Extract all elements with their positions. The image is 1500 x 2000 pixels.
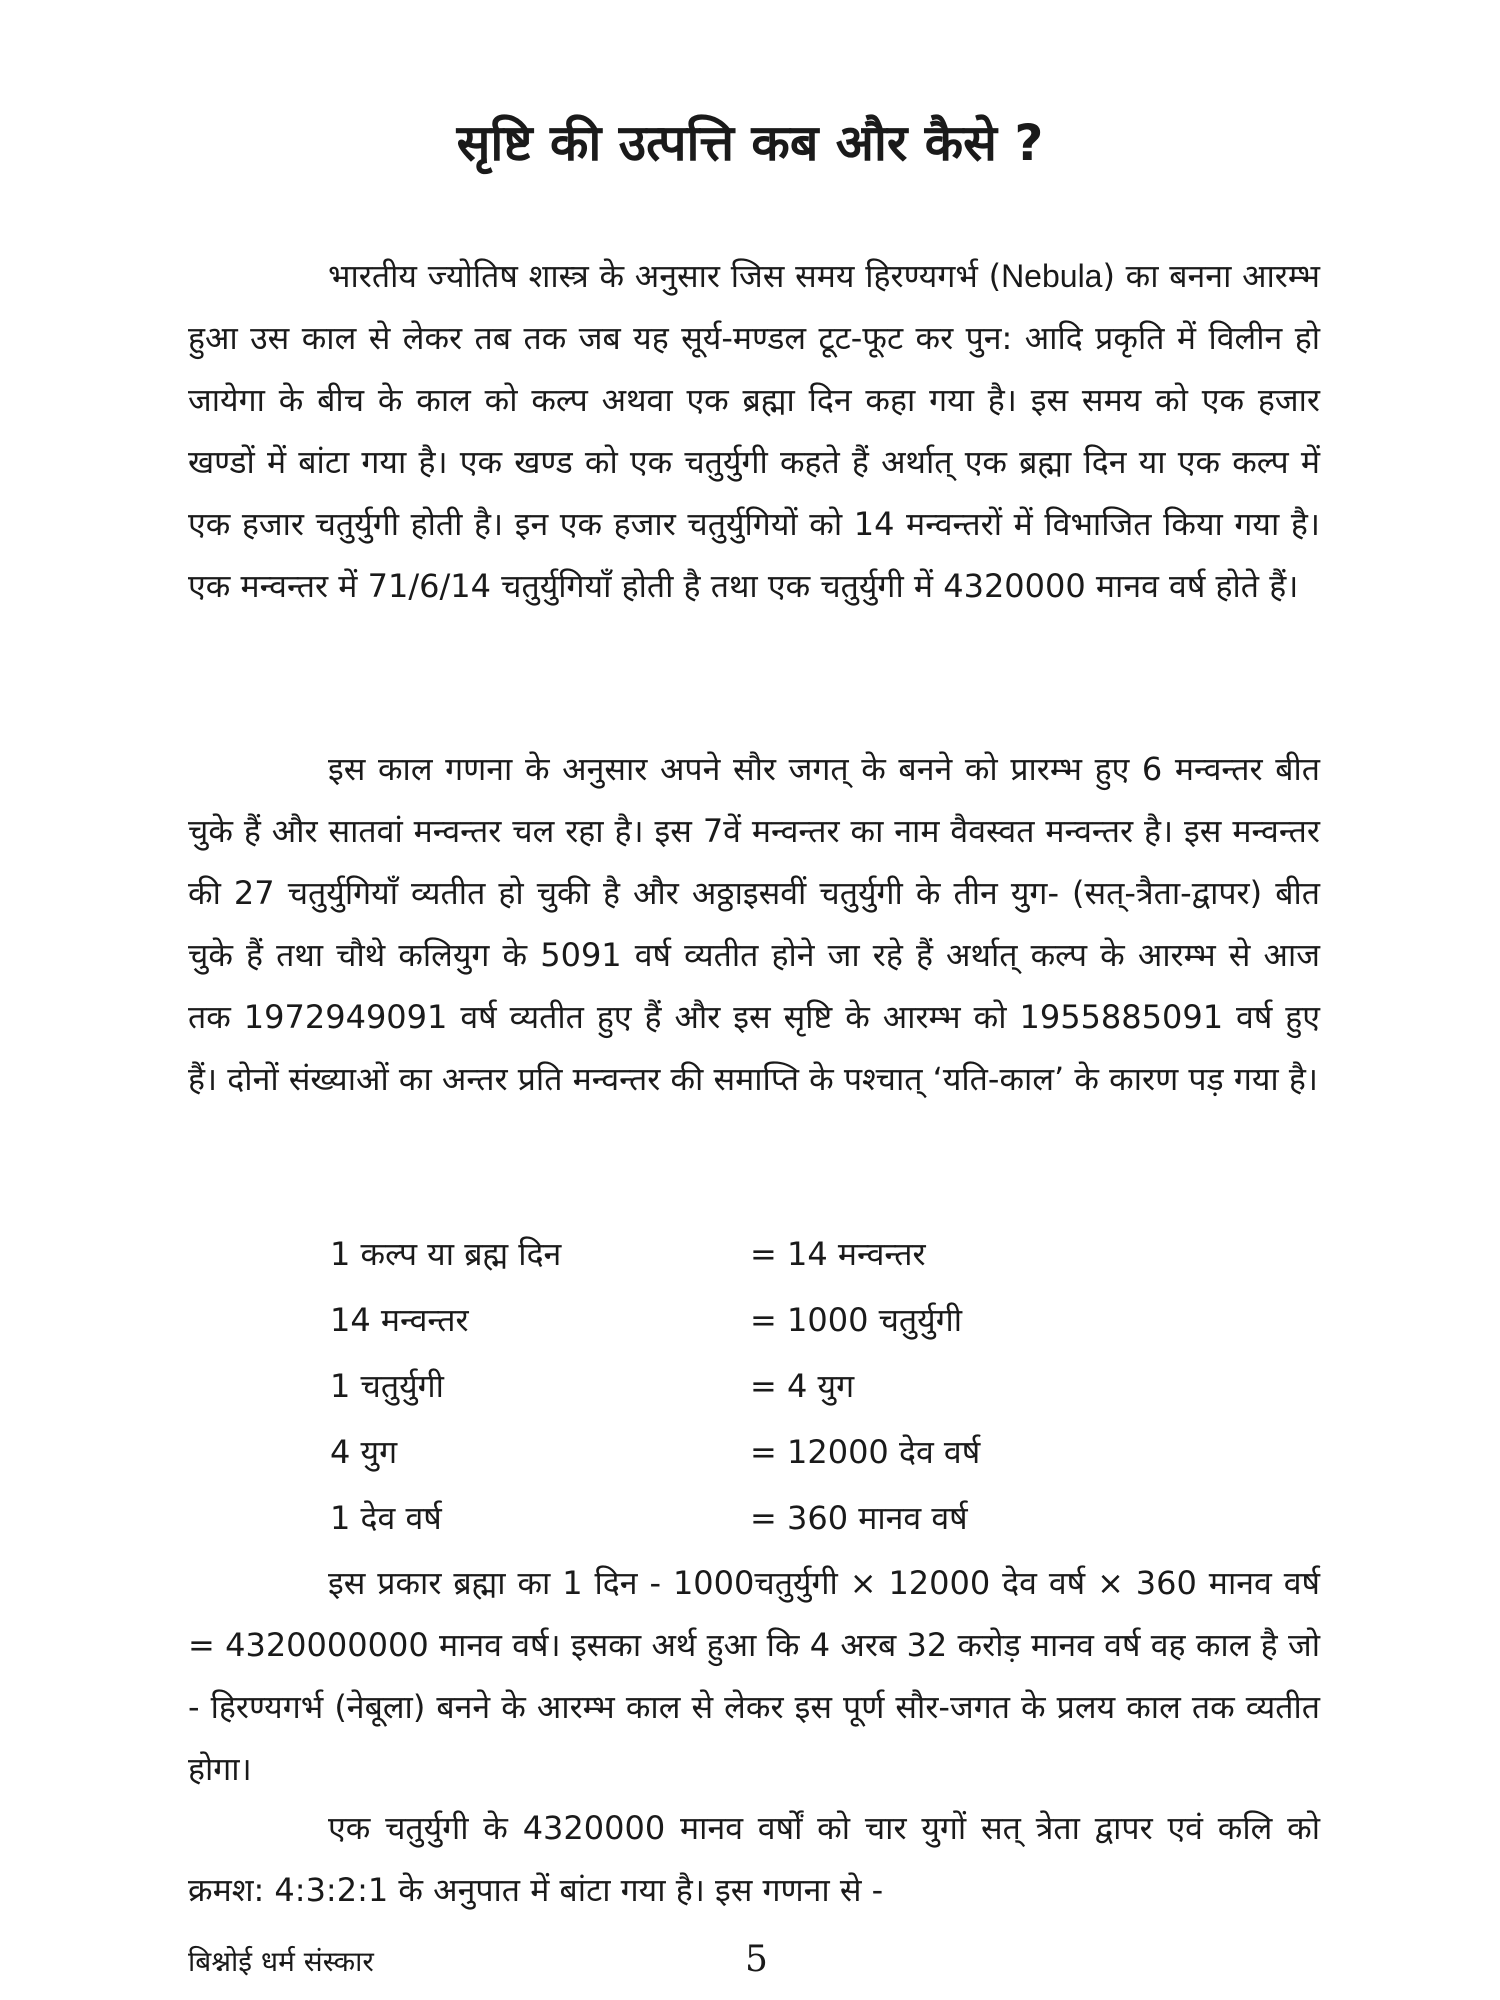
equivalence-table [330, 1220, 1130, 1550]
equivalence-row [330, 1286, 1130, 1352]
equivalence-lhs: 4 युग [330, 1432, 398, 1471]
footer-page-number: 5 [745, 1939, 768, 1980]
equivalence-rhs: = 360 मानव वर्ष [750, 1498, 968, 1537]
page-title: सृष्टि की उत्पत्ति कब और कैसे ? [456, 114, 1044, 172]
equivalence-lhs: 1 कल्प या ब्रह्म दिन [330, 1234, 562, 1273]
equivalence-row [330, 1418, 1130, 1484]
equivalence-lhs: 14 मन्वन्तर [330, 1300, 469, 1339]
paragraph-1-latin-term: Nebula [1001, 258, 1103, 294]
paragraph-1-text-a: भारतीय ज्योतिष शास्त्र के अनुसार जिस समय हिरण्यगर्भ ( [328, 257, 1002, 295]
paragraph-1-text-b: ) का बनना आरम्भ हुआ उस काल से लेकर तब तक जब यह सूर्य-मण्डल टूट-फूट कर पुन: आदि प्रकृति में विलीन हो जायेगा के बीच के काल को कल्प अथवा एक ब्रह्मा दिन कहा गया है। इस समय को एक हजार खण्डों में बांटा गया है। एक खण्ड को एक चतुर्युगी कहते हैं अर्थात् एक ब्रह्मा दिन या एक कल्प में एक हजार चतुर्युगी होती है। इन एक हजार चतुर्युगियों को 14 मन्वन्तरों में विभाजित किया गया है। एक मन्वन्तर में 71/6/14 चतुर्युगियाँ होती है तथा एक चतुर्युगी में 4320000 मानव वर्ष होते हैं। [188, 257, 1320, 605]
paragraph-1 [188, 245, 1320, 617]
equivalence-row [330, 1220, 1130, 1286]
paragraph-4: एक चतुर्युगी के 4320000 मानव वर्षों को चार युगों सत् त्रेता द्वापर एवं कलि को क्रमश: 4:3:2:1 के अनुपात में बांटा गया है। इस गणना से - [188, 1809, 1320, 1909]
equivalence-row [330, 1484, 1130, 1550]
equivalence-lhs: 1 देव वर्ष [330, 1498, 442, 1537]
equivalence-lhs: 1 चतुर्युगी [330, 1366, 444, 1405]
footer-book-title: बिश्नोई धर्म संस्कार [188, 1945, 374, 1978]
equivalence-rhs: = 14 मन्वन्तर [750, 1234, 926, 1273]
paragraph-2: इस काल गणना के अनुसार अपने सौर जगत् के बनने को प्रारम्भ हुए 6 मन्वन्तर बीत चुके हैं और सातवां मन्वन्तर चल रहा है। इस 7वें मन्वन्तर का नाम वैवस्वत मन्वन्तर है। इस मन्वन्तर की 27 चतुर्युगियाँ व्यतीत हो चुकी है और अठ्ठाइसवीं चतुर्युगी के तीन युग- (सत्-त्रैता-द्वापर) बीत चुके हैं तथा चौथे कलियुग के 5091 वर्ष व्यतीत होने जा रहे हैं अर्थात् कल्प के आरम्भ से आज तक 1972949091 वर्ष व्यतीत हुए हैं और इस सृष्टि के आरम्भ को 1955885091 वर्ष हुए हैं। दोनों संख्याओं का अन्तर प्रति मन्वन्तर की समाप्ति के पश्चात् ‘यति-काल’ के कारण पड़ गया है। [188, 750, 1320, 1098]
paragraph-3: इस प्रकार ब्रह्मा का 1 दिन - 1000चतुर्युगी × 12000 देव वर्ष × 360 मानव वर्ष = 4320000000 मानव वर्ष। इसका अर्थ हुआ कि 4 अरब 32 करोड़ मानव वर्ष वह काल है जो - हिरण्यगर्भ (नेबूला) बनने के आरम्भ काल से लेकर इस पूर्ण सौर-जगत के प्रलय काल तक व्यतीत होगा। [188, 1564, 1320, 1788]
equivalence-rhs: = 4 युग [750, 1366, 855, 1405]
equivalence-rhs: = 12000 देव वर्ष [750, 1432, 981, 1471]
equivalence-rhs: = 1000 चतुर्युगी [750, 1300, 963, 1339]
equivalence-row [330, 1352, 1130, 1418]
